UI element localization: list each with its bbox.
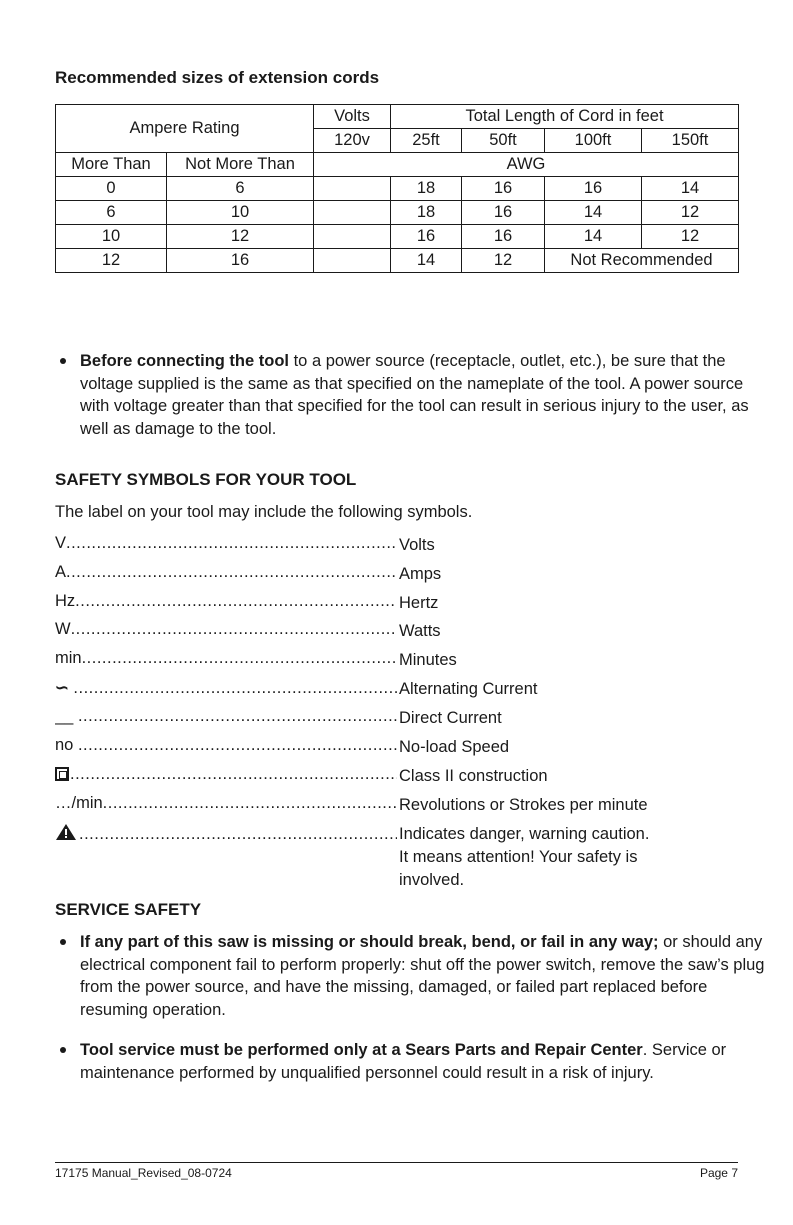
table-row xyxy=(56,249,739,273)
symbol-row xyxy=(55,678,735,707)
cell: 12 xyxy=(56,249,167,273)
table-row xyxy=(56,177,739,201)
table-row xyxy=(56,225,739,249)
header-more-than: More Than xyxy=(56,153,167,177)
symbol-leader xyxy=(55,736,397,755)
header-length: 25ft xyxy=(391,129,462,153)
cell: 10 xyxy=(167,201,314,225)
bullet-bold: Before connecting the tool xyxy=(80,352,290,370)
symbols-intro: The label on your tool may include the following symbols. xyxy=(55,503,473,521)
bullet-bold: Tool service must be performed only at a Sears Parts and Repair Center xyxy=(80,1041,643,1059)
bullet-rest: . Service or maintenance performed by unqualified personnel could result in a risk of injury. xyxy=(80,1041,727,1082)
cell: 14 xyxy=(391,249,462,273)
symbol: A xyxy=(55,563,67,581)
bullet-dot xyxy=(60,358,66,364)
symbol-leader xyxy=(55,649,397,668)
bullet-tool-service xyxy=(80,1039,770,1084)
warning-triangle-icon xyxy=(55,823,77,841)
cell-not-recommended: Not Recommended xyxy=(545,249,739,273)
symbol: W xyxy=(55,620,71,638)
cell: 12 xyxy=(462,249,545,273)
symbol-leader xyxy=(55,592,397,611)
symbol-row xyxy=(55,563,735,592)
symbol: no xyxy=(55,736,74,754)
symbol-row xyxy=(55,794,735,823)
header-not-more-than: Not More Than xyxy=(167,153,314,177)
heading-service-safety: SERVICE SAFETY xyxy=(55,900,202,919)
bullet-missing-part xyxy=(80,931,770,1021)
cell: 6 xyxy=(56,201,167,225)
header-length: 50ft xyxy=(462,129,545,153)
symbol-leader xyxy=(55,707,397,726)
cell: 16 xyxy=(462,177,545,201)
footer-page-number: Page 7 xyxy=(699,1166,738,1180)
symbol-meaning: Indicates danger, warning caution. xyxy=(399,825,650,843)
symbol-meaning: Watts xyxy=(399,622,441,640)
cell: 16 xyxy=(462,201,545,225)
footer-filename: 17175 Manual_Revised_08-0724 xyxy=(55,1166,232,1180)
symbol: min xyxy=(55,649,82,667)
symbol: …/min xyxy=(55,794,103,812)
symbol: V xyxy=(55,534,67,552)
bullet-dot xyxy=(60,939,66,945)
symbol-meaning: Class II construction xyxy=(399,767,548,785)
header-total-length: Total Length of Cord in feet xyxy=(391,105,739,129)
symbol-leader xyxy=(55,794,397,813)
extension-cord-table xyxy=(55,104,739,273)
cell: 10 xyxy=(56,225,167,249)
symbol-meaning: Revolutions or Strokes per minute xyxy=(399,796,648,814)
header-volts: Volts xyxy=(314,105,391,129)
warning-extra-2: involved. xyxy=(399,871,465,889)
cell: 12 xyxy=(642,201,739,225)
symbol-row xyxy=(55,765,735,794)
warning-extra-1: It means attention! Your safety is xyxy=(399,848,638,866)
symbol-leader xyxy=(55,765,397,784)
symbol-row xyxy=(55,736,735,765)
cell: 18 xyxy=(391,201,462,225)
cell xyxy=(314,201,391,225)
cell: 16 xyxy=(167,249,314,273)
heading-safety-symbols: SAFETY SYMBOLS FOR YOUR TOOL xyxy=(55,470,357,489)
symbol-leader xyxy=(55,620,397,639)
cell: 16 xyxy=(391,225,462,249)
table-row xyxy=(56,201,739,225)
header-length: 100ft xyxy=(545,129,642,153)
cell: 0 xyxy=(56,177,167,201)
bullet-rest: or should any electrical component fail to perform properly: shut off the power switch, remove the saw’s plug from the power source, and have the missing, damaged, or failed part replaced before resuming operation. xyxy=(80,933,765,1019)
symbol-leader xyxy=(55,823,397,844)
symbol-leader xyxy=(55,563,397,582)
header-awg: AWG xyxy=(314,153,739,177)
symbol-meaning: Minutes xyxy=(399,651,457,669)
cell xyxy=(314,177,391,201)
bullet-bold: If any part of this saw is missing or should break, bend, or fail in any way; xyxy=(80,933,659,951)
symbol-meaning: Hertz xyxy=(399,594,439,612)
symbol-row xyxy=(55,649,735,678)
symbol-row xyxy=(55,620,735,649)
symbol-row xyxy=(55,534,735,563)
header-length: 150ft xyxy=(642,129,739,153)
cell: 14 xyxy=(642,177,739,201)
symbol-row xyxy=(55,592,735,621)
cell: 16 xyxy=(545,177,642,201)
class-ii-construction-icon xyxy=(55,767,69,781)
symbol-meaning: Alternating Current xyxy=(399,680,538,698)
bullet-dot xyxy=(60,1047,66,1053)
cell: 18 xyxy=(391,177,462,201)
symbol-meaning: No-load Speed xyxy=(399,738,510,756)
cell: 12 xyxy=(642,225,739,249)
symbol-row xyxy=(55,707,735,736)
cell xyxy=(314,225,391,249)
cell: 6 xyxy=(167,177,314,201)
bullet-rest: to a power source (receptacle, outlet, etc.), be sure that the voltage supplied is the same as that specified on the nameplate of the tool. A power source with voltage greater than that specified for the tool can result in serious injury to the user, as well as damage to the tool. xyxy=(80,352,749,438)
header-ampere-rating: Ampere Rating xyxy=(56,105,314,153)
bullet-before-connecting xyxy=(80,350,770,440)
cell: 16 xyxy=(462,225,545,249)
symbol-leader xyxy=(55,534,397,553)
cell: 12 xyxy=(167,225,314,249)
symbol-meaning: Direct Current xyxy=(399,709,502,727)
symbol-meaning: Amps xyxy=(399,565,442,583)
header-volts-value: 120v xyxy=(314,129,391,153)
symbol-meaning: Volts xyxy=(399,536,435,554)
cell: 14 xyxy=(545,201,642,225)
heading-extension-cords: Recommended sizes of extension cords xyxy=(55,68,380,87)
alternating-current-icon: ∽ xyxy=(55,679,69,697)
symbol: Hz xyxy=(55,592,76,610)
direct-current-icon: __ xyxy=(55,707,74,725)
cell xyxy=(314,249,391,273)
symbol-leader xyxy=(55,678,397,698)
cell: 14 xyxy=(545,225,642,249)
footer-divider xyxy=(55,1162,738,1163)
